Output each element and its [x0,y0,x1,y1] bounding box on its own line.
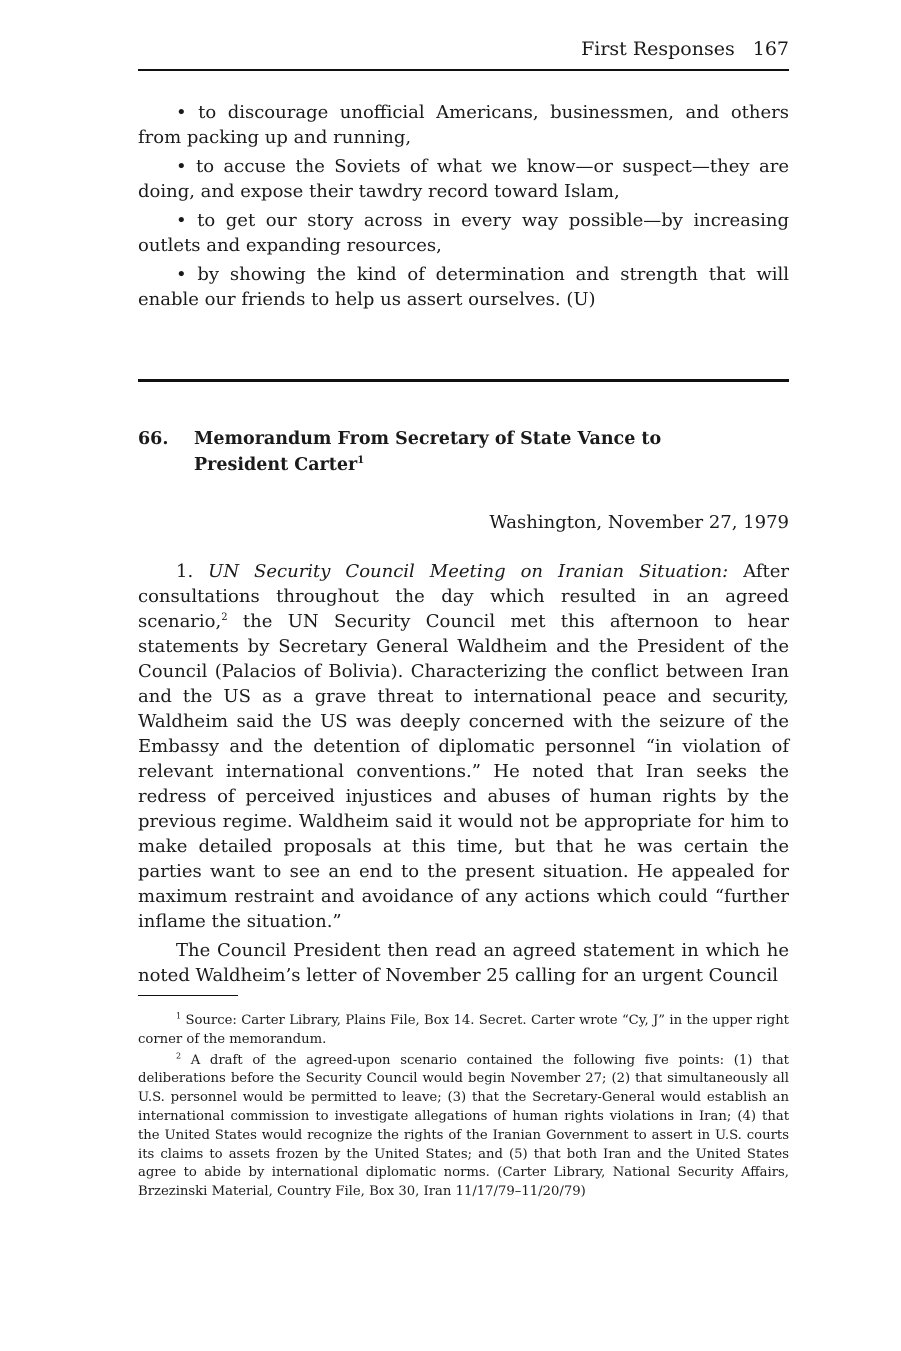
document-number: 66. [138,429,169,449]
bullet-item: • to accuse the Soviets of what we know—or suspect—they are doing, and expose their tawdry record toward Islam, [138,156,789,202]
paragraph-1: 1. UN Security Council Meeting on Iranian Situation: After consultations throughout the day which resulted in an agreed scenario,$^2$ the UN Security Council met this afternoon to hear statements by Secretary General Waldheim and the President of the Council (Palacios of Bolivia). Characterizing the conflict between Iran and the US as a grave threat to international peace and security, Waldheim said the US was deeply concerned with the seizure of the Embassy and the detention of diplomatic personnel “in violation of relevant international conventions.” He noted that Iran seeks the redress of perceived injustices and abuses of human rights by the previous regime. Waldheim said it would not be appropriate for him to make detailed proposals at this time, but that he was certain the parties want to see an end to the present situation. He appealed for maximum restraint and avoidance of any actions which could “further inflame the situation.” [138,561,789,932]
running-head-title: First Responses [581,38,735,60]
dateline: Washington, November 27, 1979 [489,512,789,533]
document-heading [138,426,789,478]
memo-body [138,559,789,992]
bullet-item: • to discourage unofficial Americans, businessmen, and others from packing up and running, [138,102,789,148]
footnote-1: $^1$ Source: Carter Library, Plains File, Box 14. Secret. Carter wrote “Cy, J” in the upper right corner of the memorandum. [138,1011,789,1047]
document-title-line1: Memorandum From Secretary of State Vance to [194,429,662,449]
footnote-2: $^2$ A draft of the agreed-upon scenario contained the following five points: (1) that deliberations before the Security Council would begin November 27; (2) that simultaneously all U.S. personnel would be permitted to leave; (3) that the Secretary-General would establish an international commission to investigate allegations of human rights violations in Iran; (4) that the United States would recognize the rights of the Iranian Government to assert in U.S. courts its claims to assets frozen by the United States; and (5) that both Iran and the United States agree to abide by international diplomatic norms. (Carter Library, National Security Affairs, Brzezinski Material, Country File, Box 30, Iran 11/17/79–11/20/79) [138,1051,789,1200]
footnote-ref[interactable]: 1 [357,455,365,467]
bullet-item: • by showing the kind of determination and strength that will enable our friends to help us assert ourselves. (U) [138,264,789,310]
footnotes [138,1012,789,1204]
section-divider [138,379,789,382]
bullet-item: • to get our story across in every way possible—by increasing outlets and expanding resources, [138,210,789,256]
paragraph-2: The Council President then read an agreed statement in which he noted Waldheim’s letter of November 25 calling for an urgent Council [138,940,789,986]
footnote-ref[interactable]: 2 [221,612,228,623]
page-number: 167 [752,38,789,60]
document-title-line2: President Carter$^1$ [194,455,365,475]
running-head [581,38,789,60]
footnote-rule [138,995,238,996]
bullet-list [138,100,789,316]
header-rule [138,69,789,71]
paragraph-heading: UN Security Council Meeting on Iranian Situation: [208,561,729,582]
